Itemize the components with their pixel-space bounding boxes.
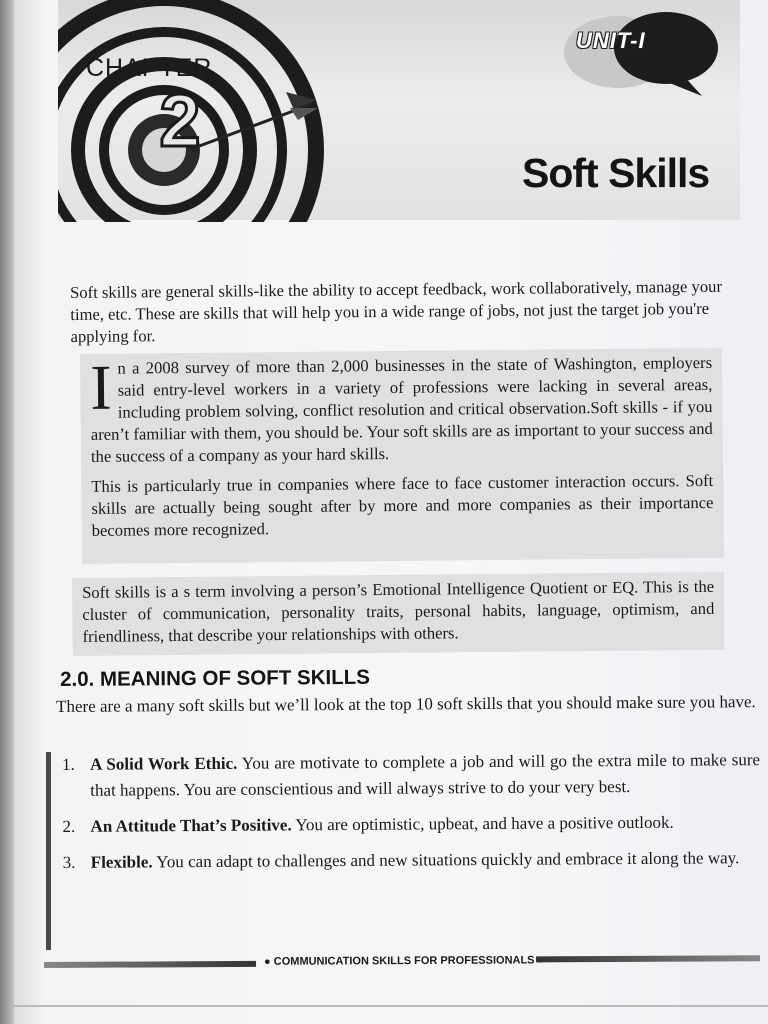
list-item-term: Flexible.: [90, 852, 153, 872]
footer-rule-left: [44, 961, 256, 968]
list-item-term: A Solid Work Ethic.: [90, 753, 238, 774]
list-item-desc: You are optimistic, upbeat, and have a positive outlook.: [295, 812, 674, 835]
survey-paragraph-text: n a 2008 survey of more than 2,000 businesses in the state of Washington, employers said entry-level workers in a variety of professions were lacking in several areas, including problem solving, conflict resolution and critical observation.Soft skills - if you aren’t familiar with them, you should be. Your soft skills are as important to your success and the success of a company as your hard skills.: [90, 352, 713, 466]
drop-cap: I: [89, 351, 112, 423]
list-item-desc: You are motivate to complete a job and will go the extra mile to make sure that happens. You are conscientious and will always strive to do your very best.: [90, 750, 761, 800]
chapter-number-graphic: [140, 80, 220, 160]
footer-text: COMMUNICATION SKILLS FOR PROFESSIONALS: [273, 954, 535, 968]
book-page: [14, 0, 768, 1024]
section-intro: There are a many soft skills but we’ll look at the top 10 soft skills that you should make sure you have.: [56, 692, 756, 716]
list-item-number: 3.: [62, 852, 76, 872]
bullet-icon: ●: [264, 955, 271, 968]
list-item-number: 2.: [62, 816, 76, 836]
eq-paragraph: Soft skills is a s term involving a person’s Emotional Intelligence Quotient or EQ. This is the cluster of communication, personality traits, personal habits, language, optimism, and friendliness, that describe your relationships with others.: [82, 576, 715, 646]
soft-skills-list: [60, 747, 761, 886]
chapter-label: CHAPTER: [86, 54, 213, 82]
page-title: Soft Skills: [522, 150, 710, 196]
page-footer: [44, 950, 760, 974]
section-heading: 2.0. MEANING OF SOFT SKILLS: [60, 665, 370, 691]
list-item: [61, 845, 761, 876]
list-item-number: 1.: [62, 754, 75, 774]
highlight-box-eq: [72, 572, 725, 656]
list-item-desc: You can adapt to challenges and new situations quickly and embrace it along the way.: [156, 848, 740, 872]
highlight-box-survey: [80, 348, 724, 564]
footer-text-wrap: [264, 954, 544, 967]
intro-paragraph: Soft skills are general skills-like the ability to accept feedback, work collaboratively, manage your time, etc. These are skills that will help you in a wide range of jobs, not just the target job you're applying for.: [70, 276, 723, 346]
list-item: [60, 809, 760, 840]
chapter-number: 2: [159, 80, 201, 160]
unit-label: UNIT-I: [576, 28, 646, 53]
list-item-term: An Attitude That’s Positive.: [90, 815, 292, 836]
survey-paragraph: [90, 352, 713, 468]
list-item: [60, 747, 760, 804]
customer-interaction-paragraph: This is particularly true in companies where face to face customer interaction occurs. Soft skills are actually being sought after by more and more companies as their importance becomes more recognized.: [91, 470, 714, 540]
book-binding-shadow: [0, 0, 14, 1024]
speech-bubble-icon: [562, 8, 722, 103]
list-side-bar: [46, 752, 51, 950]
page-edge: [14, 1005, 768, 1007]
footer-rule-right: [536, 955, 760, 962]
